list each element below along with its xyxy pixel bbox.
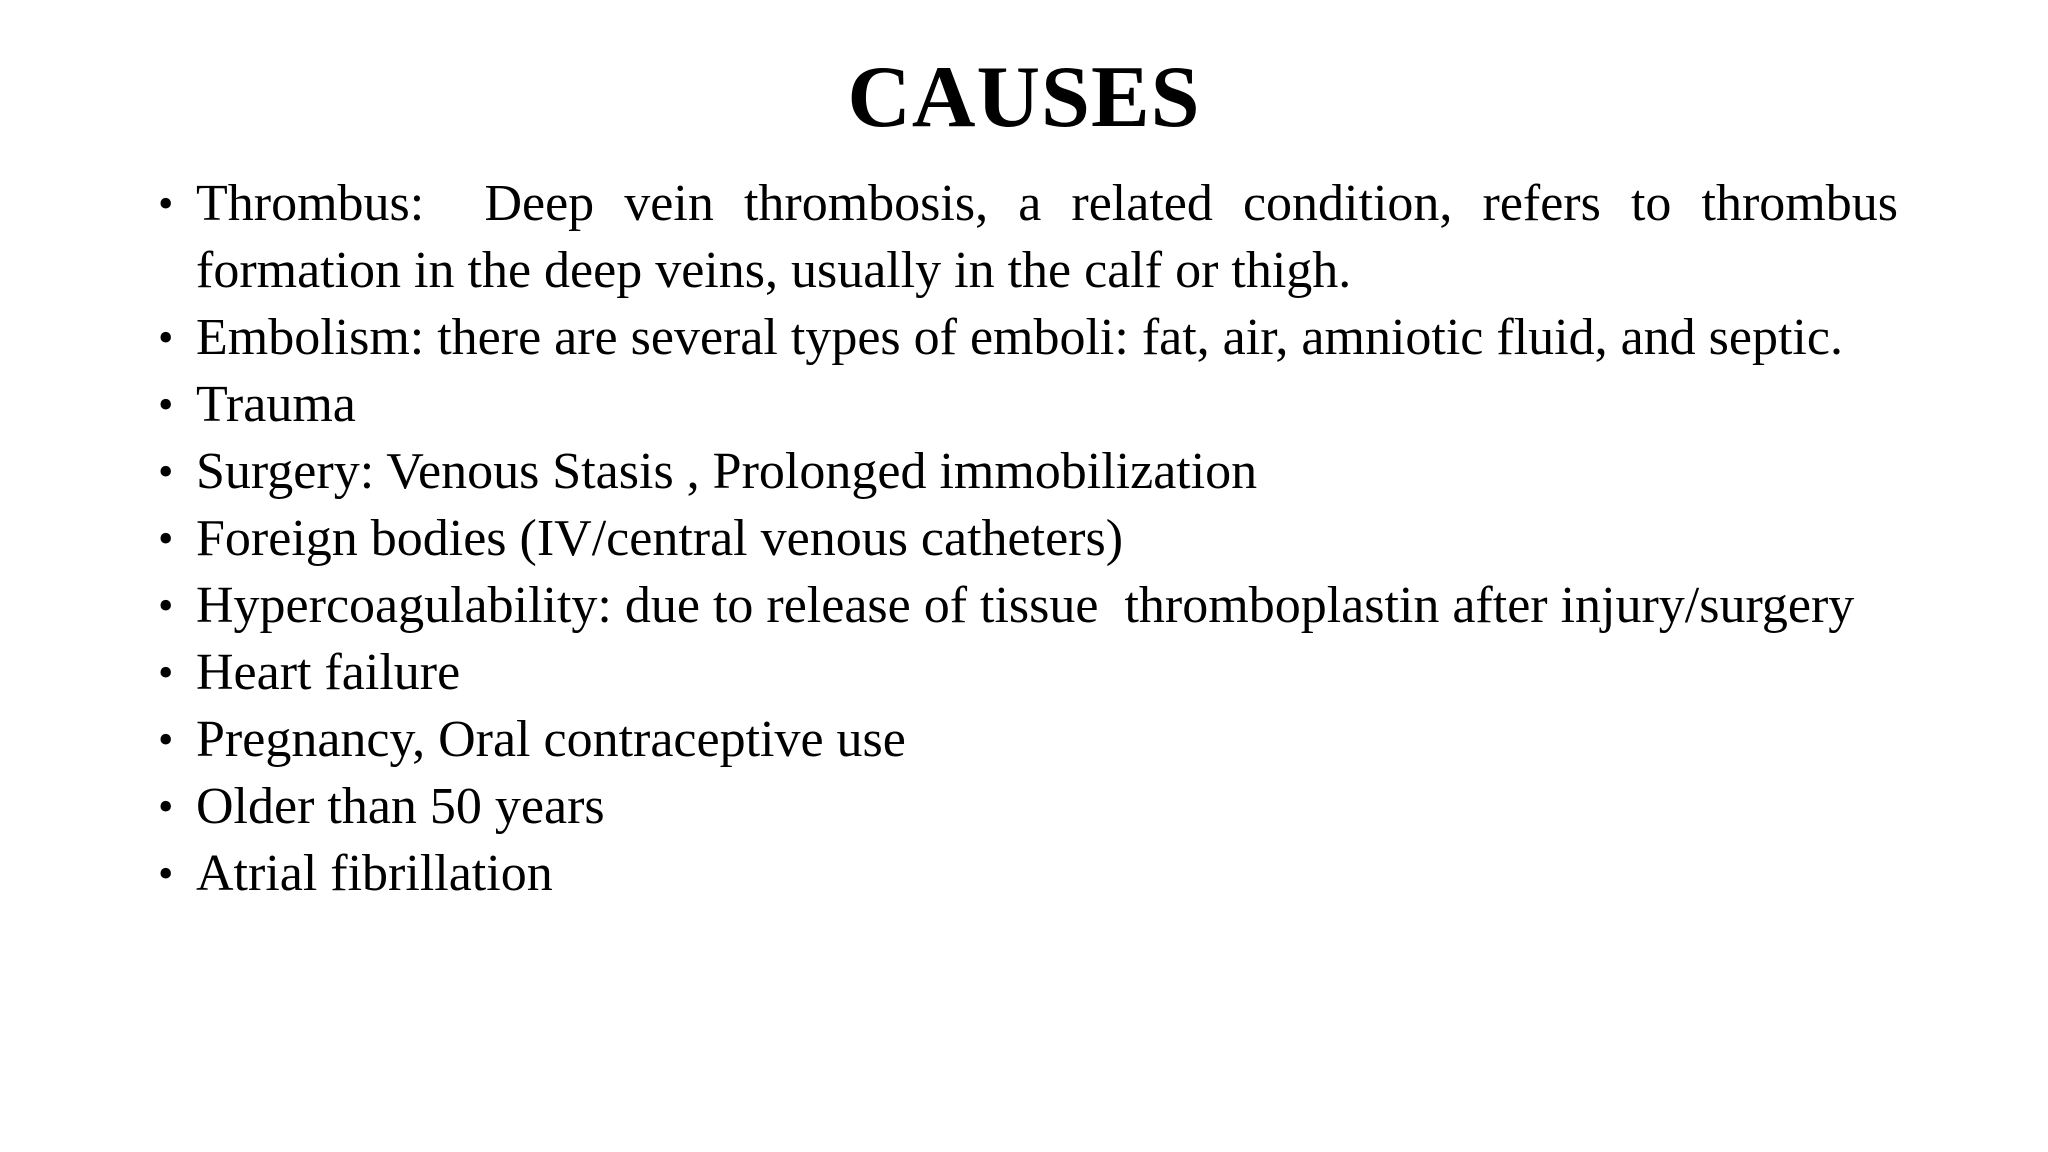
slide-title: CAUSES [847,49,1201,146]
bullet-text: Surgery: Venous Stasis , Prolonged immobilization [196,443,1258,500]
bullet-item-embolism [158,304,1898,371]
bullet-text: Embolism: there are several types of emboli: fat, air, amniotic fluid, and septic. [196,309,1843,366]
bullet-dot-icon: • [158,514,174,563]
bullet-dot-icon: • [158,715,174,764]
bullet-dot-icon: • [158,782,174,831]
bullet-item-thrombus [158,170,1911,304]
bullet-dot-icon: • [158,648,174,697]
bullet-dot-icon: • [158,313,174,362]
bullet-item-heart-failure [158,639,1898,706]
bullet-item-atrial-fibrillation [158,840,1898,907]
bullet-dot-icon: • [158,447,174,496]
bullet-dot-icon: • [158,179,174,228]
bullet-item-pregnancy [158,706,1898,773]
bullet-dot-icon: • [158,581,174,630]
bullet-text: Older than 50 years [196,778,605,835]
bullet-text: Hypercoagulability: due to release of tissue thromboplastin after injury/surgery [196,577,1855,634]
bullet-item-surgery [158,438,1898,505]
bullet-item-foreign-bodies [158,505,1898,572]
bullet-item-trauma [158,371,1898,438]
bullet-text: Pregnancy, Oral contraceptive use [196,711,906,768]
bullet-text: Foreign bodies (IV/central venous catheters) [196,510,1124,567]
bullet-dot-icon: • [158,380,174,429]
bullet-text: Thrombus: Deep vein thrombosis, a related condition, refers to thrombus formation in the deep veins, usually in the calf or thigh. [196,175,1911,299]
bullet-text: Atrial fibrillation [196,845,553,902]
bullet-text: Heart failure [196,644,461,701]
bullet-text: Trauma [196,376,356,433]
bullet-dot-icon: • [158,849,174,898]
bullet-item-hypercoagulability [158,572,1898,639]
causes-bullet-list [158,170,1911,907]
bullet-item-age [158,773,1898,840]
